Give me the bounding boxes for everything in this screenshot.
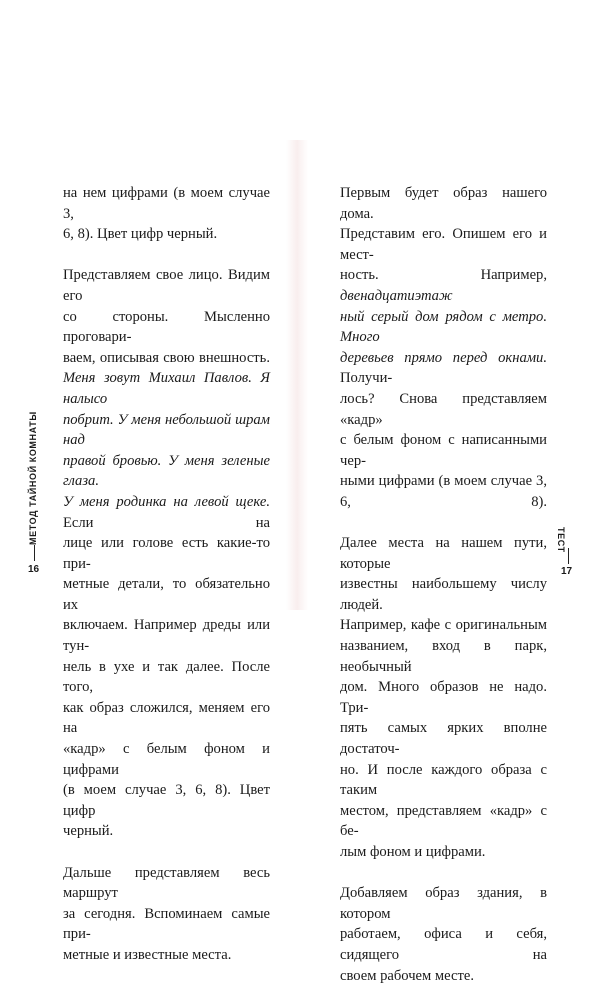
text-line: местом, представляем «кадр» с бе- [340,802,547,840]
text-line: 6, 8). Цвет цифр черный. [63,226,218,243]
paragraph [340,533,547,863]
text-line: Первым будет образ нашего дома. [340,185,547,222]
text-line: лым фоном и цифрами. [340,844,486,860]
text-line: пять самых ярких вполне достаточ- [340,720,547,758]
running-head-rule [568,548,569,564]
text-line: Дальше представляем весь маршрут [63,864,270,902]
paragraph [340,883,547,986]
text-line: за сегодня. Вспоминаем самые при- [63,905,270,943]
text-line: метные и известные места. [63,946,232,963]
right-page-body [340,183,547,986]
text-line: Например, кафе с оригинальным [340,617,547,634]
page-number-right: 17 [561,566,573,577]
running-head-rule [34,545,35,561]
text-line-italic: Меня зовут Михаил Павлов. Я налысо [63,370,270,407]
running-head-left: МЕТОД ТАЙНОЙ КОМНАТЫ [28,411,38,545]
paragraph [340,183,547,513]
text-line-mixed: У меня родинка на левой щеке. Если на [63,493,270,531]
text-line: лось? Снова представляем «кадр» [340,390,547,428]
text-line-italic: правой бровью. У меня зеленые глаза. [63,452,270,490]
text-line: включаем. Например дреды или тун- [63,617,270,655]
text-line: Добавляем образ здания, в котором [340,885,547,922]
text-line: «кадр» с белым фоном и цифрами [63,741,270,778]
text-line: (в моем случае 3, 6, 8). Цвет цифр [63,782,270,819]
paragraph [63,863,270,966]
text-line: как образ сложился, меняем его на [63,699,270,737]
text-line: нель в ухе и так далее. После того, [63,658,270,696]
text-line: черный. [63,823,114,840]
text-line-mixed: деревьев прямо перед окнами. Получи- [340,349,547,387]
text-line-mixed: ность. Например, двенадцатиэтаж [340,267,547,304]
text-line: работаем, офиса и себя, сидящего на [340,926,547,963]
left-page-body [63,183,270,966]
text-line: на нем цифрами (в моем случае 3, [63,185,270,222]
text-line: но. И после каждого образа с таким [340,761,547,799]
text-line: Представим его. Опишем его и мест- [340,226,547,263]
text-line-italic: побрит. У меня небольшой шрам над [63,411,270,449]
text-line: ными цифрами (в моем случае 3, 6, 8). [340,473,547,510]
text-line: лице или голове есть какие-то при- [63,535,270,572]
text-line: Далее места на нашем пути, которые [340,535,547,572]
text-line: названием, вход в парк, необычный [340,638,547,675]
text-line-italic: ный серый дом рядом с метро. Много [340,308,547,346]
text-line: известны наибольшему числу людей. [340,576,547,613]
paragraph [63,265,270,842]
running-head-right: ТЕСТ [556,527,566,553]
paragraph [63,183,270,245]
left-page [0,0,300,963]
text-line: своем рабочем месте. [340,967,474,984]
page-number-left: 16 [28,564,40,575]
text-line: Представляем свое лицо. Видим его [63,267,270,304]
text-line: метные детали, то обязательно их [63,576,270,613]
text-line: со стороны. Мысленно проговари- [63,308,270,346]
right-page [300,0,600,984]
text-line: ваем, описывая свою внешность. [63,349,270,366]
text-line: с белым фоном с написанными чер- [340,432,547,469]
text-line: дом. Много образов не надо. Три- [340,679,547,716]
